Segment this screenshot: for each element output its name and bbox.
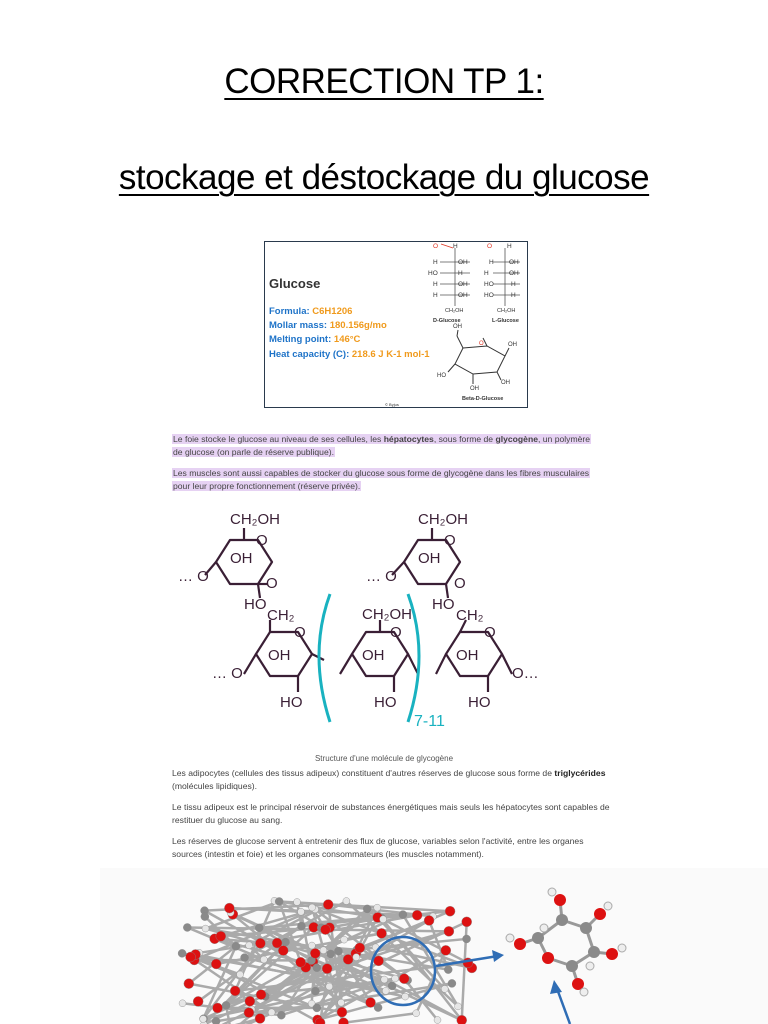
beta-oh-top: OH [453,324,462,330]
d-glucose-o-label: O [433,243,439,250]
glycogen-atom [275,897,283,905]
glycogen-atom [377,928,387,938]
glycogen-atom [178,949,186,957]
glycogen-atom [366,998,376,1008]
p1-bold-glycogene: glycogène [495,434,538,444]
glycogen-atom [323,900,333,910]
ho-top-right: HO [432,596,455,613]
beta-d-glucose-ring [448,330,509,384]
l-glucose-oh2: OH [509,270,519,277]
formula-label: Formula: [269,306,313,317]
beta-oh-bottom: OH [470,386,479,392]
glycogen-atom [202,925,209,932]
l-glucose-o-label: O [487,243,493,250]
d-glucose-h4: H [433,292,438,299]
glycogen-atom [193,996,203,1006]
glycogen-atom [381,976,388,983]
ho-top-left: HO [244,596,267,613]
paragraph-muscles [172,467,592,492]
ring-o-bottom-1: O [294,624,306,641]
ch2oh-middle: CH₂OH [362,606,412,623]
glycogen-atom [298,908,305,915]
glycogen-atom [216,931,226,941]
oh-bottom-3: OH [456,647,479,664]
glycogen-atom [255,938,265,948]
paragraph-adipose-tissue: Le tissu adipeux est le principal réservoir de substances énergétiques mais seuls les hépatocytes sont capables de restituer du glucose au sang. [172,802,610,825]
glycogen-atom [320,947,327,954]
d-glucose-h1: H [433,259,438,266]
glycogen-atom [255,924,263,932]
o-top-left-link: O [266,575,278,592]
glycogen-atom [441,985,448,992]
p1-text-2: , sous forme de [433,434,496,444]
mass-label: Mollar mass: [269,320,330,331]
oh-bottom-1: OH [268,647,291,664]
formula-value: C6H1206 [312,306,353,317]
dots-o-top-left: … O [178,568,209,585]
glycogen-atom [399,911,407,919]
paragraph-liver [172,433,592,458]
d-glucose-h2: H [458,270,463,277]
glycogen-atom [444,966,452,974]
glycogen-atom [380,916,387,923]
glycogen-atom [309,904,316,911]
p1-text-3: , un polymère de glucose (on parle de réserve publique). [173,434,591,457]
glycogen-atom [230,986,240,996]
glycogen-atom [441,945,451,955]
glycogen-atom [201,913,209,921]
glycogen-atom [424,915,434,925]
melting-row [269,334,360,345]
ring-o-top-left: O [256,532,268,549]
d-glucose-oh3: OH [458,292,468,299]
glycogen-structure-diagram [160,500,560,740]
byjus-credit: © Byjus [385,402,399,407]
d-glucose-oh2: OH [458,281,468,288]
l-glucose-ho1: HO [484,281,494,288]
glycogen-atom [399,974,409,984]
glycogen-atom [256,990,266,1000]
heat-label: Heat capacity (C): [269,349,352,360]
melting-value: 146°C [333,334,361,345]
glycogen-atom [255,1014,265,1024]
o-top-right-link: O [454,575,466,592]
p3-bold-triglycerides: triglycérides [554,768,606,778]
d-glucose-h3: H [433,281,438,288]
dots-o-top-right: … O [366,568,397,585]
ho-bottom-1: HO [280,694,303,711]
glycogen-atom [338,999,345,1006]
glycogen-atom [363,905,371,913]
ring-o-bottom-3: O [484,624,496,641]
glycogen-atom [282,938,290,946]
l-glucose-label: L-Glucose [492,318,519,324]
glycogen-glucose-3d-figure [100,868,768,1024]
glycogen-atom [260,956,267,963]
glycogen-atom [457,1015,467,1024]
oh-bottom-2: OH [362,647,385,664]
glycogen-atom [313,964,321,972]
glycogen-atom [326,983,333,990]
oh-top-left: OH [230,550,253,567]
ho-bottom-2: HO [374,694,397,711]
heat-row [269,349,430,360]
glycogen-atom [462,917,472,927]
glycogen-atom [388,982,396,990]
glycogen-atom [374,956,384,966]
d-glucose-ho1: HO [428,270,438,277]
heat-value: 218.6 J K-1 mol-1 [351,349,430,360]
ch2oh-top-right: CH₂OH [418,511,468,528]
beta-oh-lower-right: OH [501,380,510,386]
glycogen-atom [374,904,381,911]
glucose-info-card [264,241,528,408]
beta-ring-o: O [479,341,484,347]
formula-row [269,306,352,317]
ho-bottom-3: HO [468,694,491,711]
glycogen-atom [382,987,389,994]
glycogen-atom [241,954,249,962]
glucose-card-title: Glucose [269,276,321,291]
glycogen-atom [320,925,330,935]
glycogen-atom [268,1009,275,1016]
glycogen-atom [294,899,301,906]
glycogen-atom [355,943,365,953]
l-glucose-h1: H [489,259,494,266]
glycogen-atom [184,979,194,989]
glycogen-atom [245,996,255,1006]
glycogen-atom [296,957,306,967]
d-glucose-h-top: H [453,243,458,250]
glycogen-atom [334,947,342,955]
l-glucose-h3: H [511,281,516,288]
p1-bold-hepatocytes: hépatocytes [383,434,434,444]
glycogen-atom [434,1017,441,1024]
d-glucose-ch2oh: CH₂OH [445,308,464,314]
beta-ho-left: HO [437,373,446,379]
glycogen-atom [445,906,455,916]
beta-glucose-label: Beta-D-Glucose [462,396,504,402]
ch2-right: CH₂ [456,607,484,624]
page-title: CORRECTION TP 1: [224,62,544,101]
glycogen-atom [353,954,360,961]
glycogen-atom [392,975,399,982]
l-glucose-fischer [484,243,520,324]
glycogen-atom [183,923,191,931]
d-glucose-oh1: OH [458,259,468,266]
glycogen-atom [310,948,320,958]
glycogen-atom [337,1007,347,1017]
repeat-count: 7-11 [414,713,445,730]
glycogen-atom [224,903,234,913]
glycogen-atom [246,942,253,949]
glycogen-atom [244,1008,254,1018]
glycogen-atom [327,950,335,958]
glycogen-atom [412,910,422,920]
glycogen-atom [311,987,319,995]
beta-oh-right: OH [508,342,517,348]
d-glucose-fischer [428,243,470,324]
glycogen-atom [455,1003,462,1010]
glycogen-atom [297,922,305,930]
glycogen-atom [222,1001,230,1009]
d-glucose-label: D-Glucose [433,318,461,324]
glycogen-atom [413,1010,420,1017]
p3-text-1: Les adipocytes (cellules des tissus adipeux) constituent d'autres réserves de glucose sous forme de [172,768,555,778]
p2-text: Les muscles sont aussi capables de stocker du glucose sous forme de glycogène dans les fibres musculaires pour leur propre fonctionnement (réserve privée). [173,468,590,491]
glycogen-atom [213,1003,223,1013]
glycogen-atom [444,926,454,936]
glycogen-atom [232,942,240,950]
ring-o-top-right: O [444,532,456,549]
glycogen-atom [211,959,221,969]
glycogen-atom [374,1004,382,1012]
mass-row [269,320,387,331]
page-subtitle: stockage et déstockage du glucose [118,158,650,197]
glycogen-atom [278,946,288,956]
l-glucose-h2: H [484,270,489,277]
glycogen-atom [237,971,244,978]
l-glucose-ho2: HO [484,292,494,299]
glycogen-atom [402,993,409,1000]
melting-label: Melting point: [269,334,334,345]
glycogen-atom [308,942,315,949]
glycogen-atom [322,964,332,974]
l-glucose-h4: H [511,292,516,299]
glycogen-atom [277,1011,285,1019]
ring-o-bottom-2: O [390,624,402,641]
p1-text-1: Le foie stocke le glucose au niveau de ses cellules, les [173,434,384,444]
glycogen-atom [343,898,350,905]
ch2-left: CH₂ [267,607,295,624]
l-glucose-h-top: H [507,243,512,250]
paragraph-adipocytes [172,767,612,792]
glycogen-atom [200,1016,207,1023]
ch2oh-top-left: CH₂OH [230,511,280,528]
glycogen-atom [186,952,196,962]
mass-value: 180.156g/mo [329,320,387,331]
oh-top-right: OH [418,550,441,567]
glycogen-atom [313,1004,321,1012]
p3-text-2: (molécules lipidiques). [172,780,258,791]
glycogen-atom [463,935,471,943]
glycogen-caption: Structure d'une molécule de glycogène [314,754,454,763]
l-glucose-oh1: OH [509,259,519,266]
paragraph-glucose-flux: Les réserves de glucose servent à entretenir des flux de glucose, variables selon l'activité, entre les organes sources (intestin et foie) et les organes consommateurs (les muscles notamment). [172,836,584,859]
glycogen-atom [179,1000,186,1007]
dots-o-bottom: … O [212,665,243,682]
l-glucose-ch2oh: CH₂OH [497,308,516,314]
o-dots-bottom: O… [512,665,539,682]
glycogen-atom [448,979,456,987]
glycogen-atom [212,1017,220,1024]
glycogen-atom [341,936,348,943]
